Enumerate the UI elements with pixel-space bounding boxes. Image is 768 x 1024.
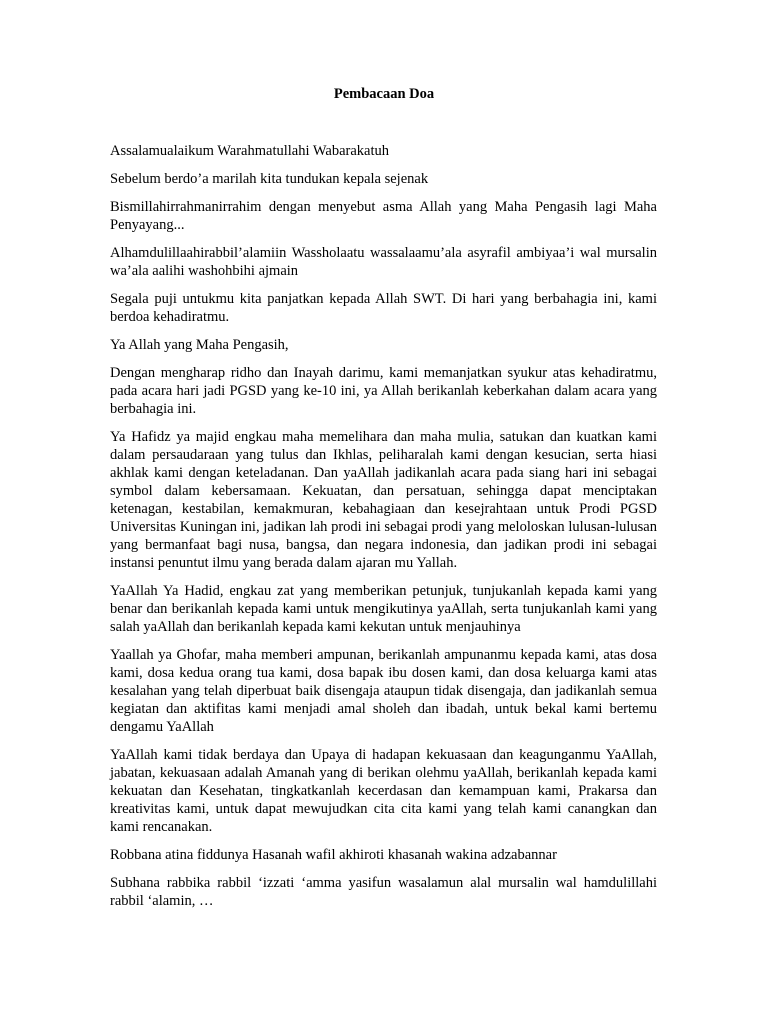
paragraph-robbana: Robbana atina fiddunya Hasanah wafil akhiroti khasanah wakina adzabannar	[110, 847, 557, 863]
paragraph-ya-hafidz: Ya Hafidz ya majid engkau maha memelihara dan maha mulia, satukan dan kuatkan kami dalam persaudaraan yang tulus dan Ikhlas, peliharalah kami dengan kesucian, serta hiasi akhlak kami dengan keteladanan. Dan yaAllah jadikanlah acara pada siang hari ini sebagai symbol dalam kebersamaan. Kekuatan, dan persatuan, sehingga dapat menciptakan ketenagan, kestabilan, kemakmuran, kebahagiaan dan kesejrahtaan untuk Prodi PGSD Universitas Kuningan ini, jadikan lah prodi ini sebagai prodi yang meloloskan lulusan-lulusan yang bermanfaat bagi nusa, bangsa, dan negara indonesia, dan jadikan prodi ini sebagai instansi penuntut ilmu yang berada dalam ajaran mu Yallah.	[110, 429, 657, 571]
paragraph-ya-ghofar: Yaallah ya Ghofar, maha memberi ampunan, berikanlah ampunanmu kepada kami, atas dosa kami, dosa kedua orang tua kami, dosa bapak ibu dosen kami, dan dosa keluarga kami atas kesalahan yang telah diperbuat baik disengaja ataupun tidak disengaja, dan jadikanlah semua kegiatan dan aktifitas kami menjadi amal sholeh dan ibadah, untuk bekal kami bertemu dengamu YaAllah	[110, 647, 657, 735]
paragraph-intro: Sebelum berdo’a marilah kita tundukan kepala sejenak	[110, 171, 429, 187]
paragraph-ya-allah: Ya Allah yang Maha Pengasih,	[110, 337, 289, 353]
document-body	[110, 142, 657, 920]
paragraph-hamdalah: Alhamdulillaahirabbil’alamiin Wassholaatu wassalaamu’ala asyrafil ambiyaa’i wal mursalin wa’ala aalihi washohbihi ajmain	[110, 245, 657, 279]
paragraph-puji: Segala puji untukmu kita panjatkan kepada Allah SWT. Di hari yang berbahagia ini, kami berdoa kehadiratmu.	[110, 291, 657, 325]
paragraph-basmalah: Bismillahirrahmanirrahim dengan menyebut asma Allah yang Maha Pengasih lagi Maha Penyayang...	[110, 199, 657, 233]
document-title: Pembacaan Doa	[333, 86, 435, 102]
paragraph-salam: Assalamualaikum Warahmatullahi Wabarakatuh	[110, 143, 389, 159]
paragraph-subhana: Subhana rabbika rabbil ‘izzati ‘amma yasifun wasalamun alal mursalin wal hamdulillahi rabbil ‘alamin, …	[110, 875, 657, 909]
paragraph-tidak-berdaya: YaAllah kami tidak berdaya dan Upaya di hadapan kekuasaan dan keagunganmu YaAllah, jabatan, kekuasaan adalah Amanah yang di berikan olehmu yaAllah, berikanlah kepada kami kekuatan dan Kesehatan, tingkatkanlah kecerdasan dan kemampuan kami, Prakarsa dan kreativitas kami, untuk dapat mewujudkan cita cita kami yang telah kami canangkan dan kami rencanakan.	[110, 747, 657, 835]
paragraph-ya-hadid: YaAllah Ya Hadid, engkau zat yang memberikan petunjuk, tunjukanlah kepada kami yang benar dan berikanlah kepada kami untuk mengikutinya yaAllah, serta tunjukanlah kami yang salah yaAllah dan berikanlah kepada kami kekutan untuk menjauhinya	[110, 583, 657, 635]
paragraph-syukur: Dengan mengharap ridho dan Inayah darimu, kami memanjatkan syukur atas kehadiratmu, pada acara hari jadi PGSD yang ke-10 ini, ya Allah berikanlah keberkahan dalam acara yang berbahagia ini.	[110, 365, 657, 417]
